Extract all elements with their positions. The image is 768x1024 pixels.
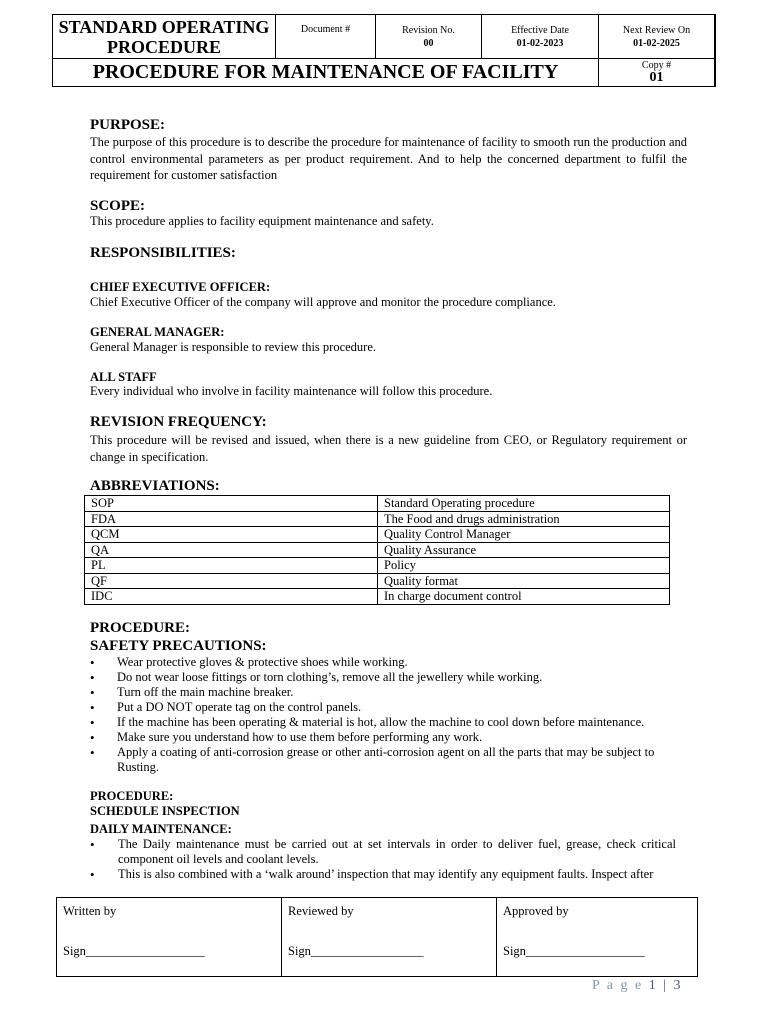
abbr-term: SOP <box>85 496 378 512</box>
ceo-heading: CHIEF EXECUTIVE OFFICER: <box>90 280 271 294</box>
written-by-sign: Sign___________________ <box>63 944 205 958</box>
gm-text: General Manager is responsible to review this procedure. <box>90 340 377 354</box>
ceo-text: Chief Executive Officer of the company will approve and monitor the procedure compliance. <box>90 295 556 309</box>
table-row <box>85 542 670 558</box>
procedure-heading: PROCEDURE: <box>90 620 190 636</box>
copy-label: Copy # <box>641 60 672 71</box>
abbr-term: PL <box>85 558 378 574</box>
scope-text: This procedure applies to facility equipment maintenance and safety. <box>90 214 434 228</box>
written-by-cell <box>57 898 282 976</box>
abbr-meaning: Quality format <box>378 573 670 589</box>
list-item: • The Daily maintenance must be carried out at set intervals in order to deliver fuel, grease, check critical component oil levels and coolant levels. <box>90 837 676 867</box>
effective-date-label: Effective Date <box>511 25 569 36</box>
approved-by-cell <box>497 898 697 976</box>
procedure-title: PROCEDURE FOR MAINTENANCE OF FACILITY <box>53 58 599 87</box>
safety-list <box>90 655 687 775</box>
daily-maintenance-heading: DAILY MAINTENANCE: <box>90 822 232 836</box>
abbr-meaning: In charge document control <box>378 589 670 605</box>
page-number <box>592 978 683 994</box>
abbreviations-table <box>84 495 670 605</box>
doc-type-cell <box>53 15 276 58</box>
list-item: • If the machine has been operating & material is hot, allow the machine to cool down before maintenance. <box>90 715 687 730</box>
next-review-value: 01-02-2025 <box>633 38 680 49</box>
list-item: • This is also combined with a ‘walk around’ inspection that may identify any equipment faults. Inspect after <box>90 867 676 882</box>
list-item: • Do not wear loose fittings or torn clothing’s, remove all the jewellery while working. <box>90 670 687 685</box>
effective-date-cell <box>482 15 599 58</box>
abbr-meaning: Standard Operating procedure <box>378 496 670 512</box>
responsibilities-heading: RESPONSIBILITIES: <box>90 245 236 261</box>
abbr-meaning: The Food and drugs administration <box>378 511 670 527</box>
next-review-cell <box>599 15 715 58</box>
document-number-cell <box>276 15 376 58</box>
copy-value: 01 <box>649 70 664 85</box>
abbr-meaning: Quality Control Manager <box>378 527 670 543</box>
revision-cell <box>376 15 482 58</box>
page-word: P a g e <box>592 978 644 993</box>
table-row <box>85 558 670 574</box>
revision-value: 00 <box>423 38 434 49</box>
list-item: • Turn off the main machine breaker. <box>90 685 687 700</box>
abbr-meaning: Policy <box>378 558 670 574</box>
gm-heading: GENERAL MANAGER: <box>90 325 225 339</box>
procedure-subheading: PROCEDURE: <box>90 789 174 803</box>
safety-heading: SAFETY PRECAUTIONS: <box>90 638 267 654</box>
table-row <box>85 573 670 589</box>
abbr-term: IDC <box>85 589 378 605</box>
header-table <box>52 14 716 87</box>
table-row <box>85 511 670 527</box>
abbr-term: QCM <box>85 527 378 543</box>
list-item: • Wear protective gloves & protective shoes while working. <box>90 655 687 670</box>
staff-text: Every individual who involve in facility maintenance will follow this procedure. <box>90 384 493 398</box>
purpose-heading: PURPOSE: <box>90 117 165 133</box>
abbr-term: QA <box>85 542 378 558</box>
approved-by-label: Approved by <box>503 904 569 918</box>
reviewed-by-cell <box>282 898 497 976</box>
copy-cell <box>599 58 715 87</box>
scope-heading: SCOPE: <box>90 198 146 214</box>
abbr-meaning: Quality Assurance <box>378 542 670 558</box>
list-item: • Make sure you understand how to use them before performing any work. <box>90 730 687 745</box>
abbr-term: FDA <box>85 511 378 527</box>
list-item: • Put a DO NOT operate tag on the control panels. <box>90 700 687 715</box>
reviewed-by-label: Reviewed by <box>288 904 354 918</box>
page-count: 1 | 3 <box>648 978 683 993</box>
revision-label: Revision No. <box>402 25 455 36</box>
reviewed-by-sign: Sign__________________ <box>288 944 424 958</box>
effective-date-value: 01-02-2023 <box>516 38 564 49</box>
abbr-term: QF <box>85 573 378 589</box>
written-by-label: Written by <box>63 904 117 918</box>
signature-table <box>56 897 698 977</box>
daily-maintenance-list <box>90 837 676 882</box>
next-review-label: Next Review On <box>622 25 691 36</box>
table-row <box>85 527 670 543</box>
abbreviations-heading: ABBREVIATIONS: <box>90 478 220 494</box>
revision-frequency-heading: REVISION FREQUENCY: <box>90 414 267 430</box>
schedule-heading: SCHEDULE INSPECTION <box>90 804 240 818</box>
doc-type-line2: PROCEDURE <box>106 37 221 57</box>
document-number-label: Document # <box>300 24 351 35</box>
staff-heading: ALL STAFF <box>90 370 157 384</box>
table-row <box>85 496 670 512</box>
approved-by-sign: Sign___________________ <box>503 944 645 958</box>
doc-type-line1: STANDARD OPERATING <box>58 17 270 37</box>
purpose-text: The purpose of this procedure is to describe the procedure for maintenance of facility to smooth run the production and control environmental parameters as per product requirement. And to help the concerned department to fulfil the requirement for customer satisfaction <box>90 135 687 182</box>
revision-frequency-text: This procedure will be revised and issued, when there is a new guideline from CEO, or Regulatory requirement or change in specification. <box>90 433 687 464</box>
table-row <box>85 589 670 605</box>
list-item: • Apply a coating of anti-corrosion grease or other anti-corrosion agent on all the parts that may be subject to Rusting. <box>90 745 687 775</box>
